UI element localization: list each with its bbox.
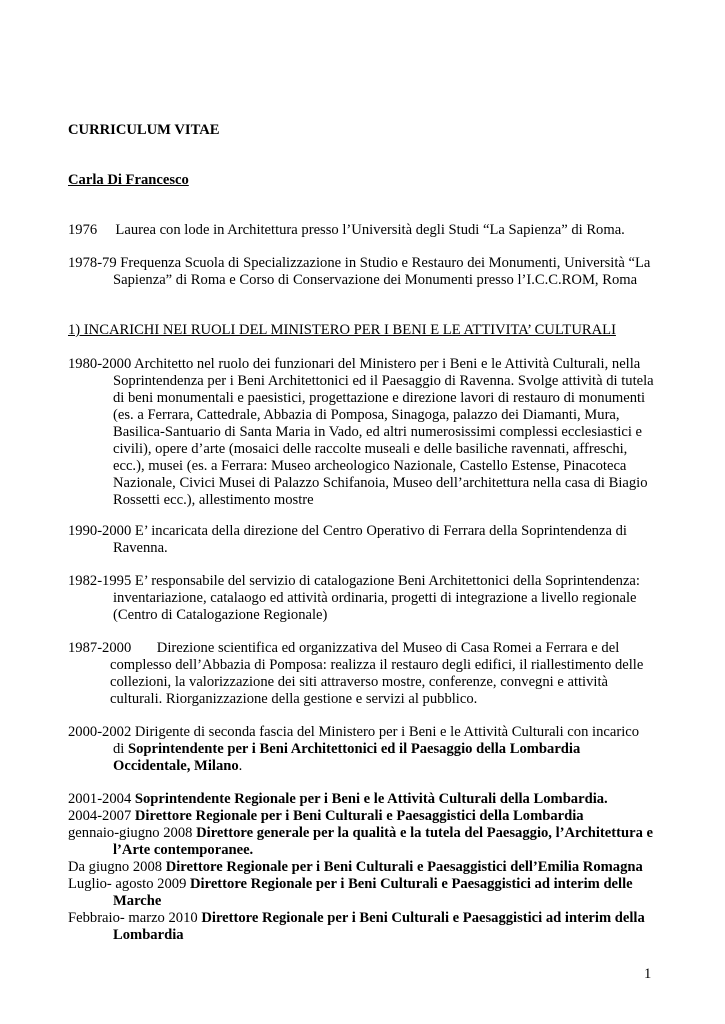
entry-line: (Centro di Catalogazione Regionale) bbox=[113, 607, 328, 623]
entry-line: 1976 Laurea con lode in Architettura presso l’Università degli Studi “La Sapienza” di Roma. bbox=[68, 222, 625, 238]
roles-list bbox=[68, 791, 663, 944]
document-title: CURRICULUM VITAE bbox=[68, 122, 220, 138]
entry-line: Occidentale, Milano. bbox=[113, 758, 243, 774]
career-entry-2000 bbox=[68, 724, 663, 775]
entry-line: 1978-79 Frequenza Scuola di Specializzazione in Studio e Restauro dei Monumenti, Università “La bbox=[68, 255, 651, 271]
entry-line: (es. a Ferrara, Cattedrale, Abbazia di Pomposa, Sinagoga, palazzo dei Diamanti, Mura, bbox=[113, 407, 620, 423]
role-line: 2004-2007 Direttore Regionale per i Beni Culturali e Paesaggistici della Lombardia bbox=[68, 808, 584, 824]
role-line: Febbraio- marzo 2010 Direttore Regionale per i Beni Culturali e Paesaggistici ad interim della bbox=[68, 910, 645, 926]
section-heading: 1) INCARICHI NEI RUOLI DEL MINISTERO PER I BENI E LE ATTIVITA’ CULTURALI bbox=[68, 322, 616, 338]
entry-line: ecc.), musei (es. a Ferrara: Museo archeologico Nazionale, Castello Estense, Pinacoteca bbox=[113, 458, 627, 474]
role-line-continued: Lombardia bbox=[113, 927, 184, 943]
entry-line: Basilica-Santuario di Santa Maria in Vado, ed altri numerosissimi complessi ecclesiastici e bbox=[113, 424, 643, 440]
entry-line: culturali. Riorganizzazione della gestione e servizi al pubblico. bbox=[110, 691, 478, 707]
entry-line: Ravenna. bbox=[113, 540, 168, 556]
entry-line: 2000-2002 Dirigente di seconda fascia del Ministero per i Beni e le Attività Culturali con incarico bbox=[68, 724, 640, 740]
entry-line: civili), opere d’arte (mosaici delle raccolte museali e delle basiliche ravennati, affreschi, bbox=[113, 441, 628, 457]
entry-line: Sapienza” di Roma e Corso di Conservazione dei Monumenti presso l’I.C.C.ROM, Roma bbox=[113, 272, 638, 288]
entry-line: Nazionale, Civici Musei di Palazzo Schifanoia, Museo dell’architettura nella casa di Biagio bbox=[113, 475, 648, 491]
entry-line: complesso dell’Abbazia di Pomposa: realizza il restauro degli edifici, il riallestimento delle bbox=[110, 657, 644, 673]
entry-line: Rossetti ecc.), allestimento mostre bbox=[113, 492, 314, 508]
entry-line: 1987-2000 Direzione scientifica ed organizzativa del Museo di Casa Romei a Ferrara e del bbox=[68, 640, 620, 656]
career-entry-1987 bbox=[68, 640, 663, 708]
role-line-continued: l’Arte contemporanee. bbox=[113, 842, 254, 858]
entry-line: 1980-2000 Architetto nel ruolo dei funzionari del Ministero per i Beni e le Attività Culturali, nella bbox=[68, 356, 641, 372]
career-entry-1982 bbox=[68, 573, 663, 624]
role-line: 2001-2004 Soprintendente Regionale per i Beni e le Attività Culturali della Lombardia. bbox=[68, 791, 608, 807]
career-entry-1990 bbox=[68, 523, 663, 557]
education-entry-2 bbox=[68, 255, 663, 289]
entry-line: 1990-2000 E’ incaricata della direzione del Centro Operativo di Ferrara della Soprintendenza di bbox=[68, 523, 627, 539]
entry-line: Soprintendenza per i Beni Architettonici ed il Paesaggio di Ravenna. Svolge attività di tutela bbox=[113, 373, 654, 389]
entry-line: 1982-1995 E’ responsabile del servizio di catalogazione Beni Architettonici della Soprintendenza: bbox=[68, 573, 640, 589]
role-line: gennaio-giugno 2008 Direttore generale per la qualità e la tutela del Paesaggio, l’Architettura e bbox=[68, 825, 653, 841]
entry-line: inventariazione, catalaogo ed attività ordinaria, progetti di integrazione a livello regionale bbox=[113, 590, 637, 606]
entry-line: collezioni, la valorizzazione dei siti attraverso mostre, conferenze, convegni e attività bbox=[110, 674, 608, 690]
entry-line: di Soprintendente per i Beni Architettonici ed il Paesaggio della Lombardia bbox=[113, 741, 581, 757]
career-entry-1980 bbox=[68, 356, 663, 509]
role-line: Da giugno 2008 Direttore Regionale per i Beni Culturali e Paesaggistici dell’Emilia Romagna bbox=[68, 859, 643, 875]
role-line: Luglio- agosto 2009 Direttore Regionale per i Beni Culturali e Paesaggistici ad interim delle bbox=[68, 876, 633, 892]
education-entry-1 bbox=[68, 222, 663, 239]
page-number: 1 bbox=[644, 966, 652, 982]
entry-line: di beni monumentali e paesistici, progettazione e direzione lavori di restauro di monumenti bbox=[113, 390, 646, 406]
role-line-continued: Marche bbox=[113, 893, 162, 909]
person-name: Carla Di Francesco bbox=[68, 172, 189, 188]
